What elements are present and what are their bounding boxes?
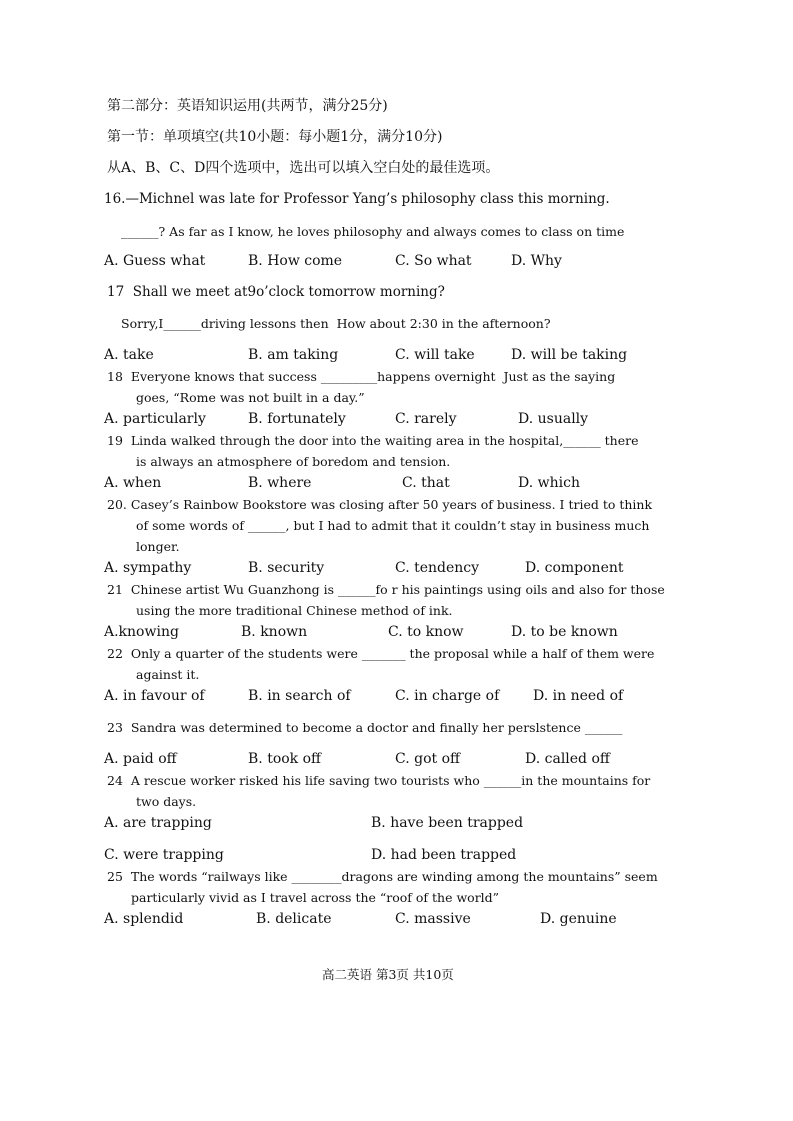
question-18-stem: 18 Everyone knows that success _________happens overnight Just as the saying: [107, 369, 616, 384]
q22-option-c: C. in charge of: [395, 688, 500, 704]
page-footer: 高二英语 第3页 共10页: [322, 967, 454, 982]
q23-option-b: B. took off: [248, 751, 321, 767]
q23-option-d: D. called off: [525, 751, 610, 767]
q16-option-b: B. How come: [248, 253, 343, 269]
q22-option-d: D. in need of: [533, 688, 624, 704]
q20-option-b: B. security: [248, 560, 325, 576]
q24-option-c: C. were trapping: [104, 847, 224, 863]
q21-option-a: A.knowing: [104, 624, 179, 640]
q25-option-c: C. massive: [395, 911, 471, 927]
section-heading: 第一节：单项填空(共10小题：每小题1分，满分10分): [107, 129, 443, 145]
q21-option-c: C. to know: [388, 624, 464, 640]
question-24-stem-cont: two days.: [136, 794, 197, 809]
question-19-stem: 19 Linda walked through the door into the waiting area in the hospital,______ there: [107, 433, 639, 448]
q18-option-c: C. rarely: [395, 411, 457, 427]
question-21-stem: 21 Chinese artist Wu Guanzhong is ______fo r his paintings using oils and also for those: [107, 582, 665, 597]
question-25-stem-cont: particularly vivid as I travel across the “roof of the world”: [131, 890, 500, 905]
q18-option-a: A. particularly: [104, 411, 206, 427]
q20-option-a: A. sympathy: [104, 560, 192, 576]
q17-option-c: C. will take: [395, 347, 475, 363]
q20-option-d: D. component: [525, 560, 624, 576]
question-17-stem: 17 Shall we meet at9o’clock tomorrow morning?: [107, 284, 445, 300]
question-18-stem-cont: goes, “Rome was not built in a day.”: [136, 390, 365, 405]
q20-option-c: C. tendency: [395, 560, 480, 576]
question-16-reply: ______? As far as I know, he loves philosophy and always comes to class on time: [121, 224, 625, 239]
q24-option-a: A. are trapping: [104, 815, 212, 831]
q18-option-b: B. fortunately: [248, 411, 346, 427]
question-21-stem-cont: using the more traditional Chinese method of ink.: [136, 603, 453, 618]
question-16-stem: 16.—Michnel was late for Professor Yang’s philosophy class this morning.: [104, 191, 610, 207]
q22-option-b: B. in search of: [248, 688, 351, 704]
q17-option-d: D. will be taking: [511, 347, 628, 363]
q23-option-a: A. paid off: [104, 751, 177, 767]
q24-option-b: B. have been trapped: [371, 815, 524, 831]
q19-option-c: C. that: [402, 475, 450, 491]
question-23-stem: 23 Sandra was determined to become a doctor and finally her perslstence ______: [107, 720, 623, 735]
question-22-stem: 22 Only a quarter of the students were _______ the proposal while a half of them were: [107, 646, 655, 661]
question-20-stem: 20. Casey’s Rainbow Bookstore was closing after 50 years of business. I tried to think: [107, 497, 653, 512]
q22-option-a: A. in favour of: [104, 688, 205, 704]
q17-option-b: B. am taking: [248, 347, 339, 363]
q16-option-a: A. Guess what: [104, 253, 206, 269]
q25-option-d: D. genuine: [540, 911, 617, 927]
q19-option-a: A. when: [104, 475, 162, 491]
q24-option-d: D. had been trapped: [371, 847, 517, 863]
question-25-stem: 25 The words “railways like ________dragons are winding among the mountains” seem: [107, 869, 658, 884]
q25-option-a: A. splendid: [104, 911, 184, 927]
instruction-text: 从A、B、C、D四个选项中，选出可以填入空白处的最佳选项。: [107, 160, 500, 176]
q25-option-b: B. delicate: [256, 911, 332, 927]
q23-option-c: C. got off: [395, 751, 460, 767]
q21-option-d: D. to be known: [511, 624, 618, 640]
q17-option-a: A. take: [104, 347, 154, 363]
question-17-reply: Sorry,I______driving lessons then How about 2:30 in the afternoon?: [121, 316, 551, 331]
question-24-stem: 24 A rescue worker risked his life saving two tourists who ______in the mountains for: [107, 773, 651, 788]
question-20-stem-cont: of some words of ______, but I had to admit that it couldn’t stay in business much: [136, 518, 650, 533]
q18-option-d: D. usually: [518, 411, 589, 427]
q19-option-d: D. which: [518, 475, 580, 491]
q19-option-b: B. where: [248, 475, 312, 491]
part-heading: 第二部分：英语知识运用(共两节，满分25分): [107, 98, 388, 114]
question-19-stem-cont: is always an atmosphere of boredom and tension.: [136, 454, 451, 469]
q16-option-d: D. Why: [511, 253, 562, 269]
q21-option-b: B. known: [241, 624, 308, 640]
question-22-stem-cont: against it.: [136, 667, 200, 682]
q16-option-c: C. So what: [395, 253, 472, 269]
question-20-stem-cont2: longer.: [136, 539, 180, 554]
